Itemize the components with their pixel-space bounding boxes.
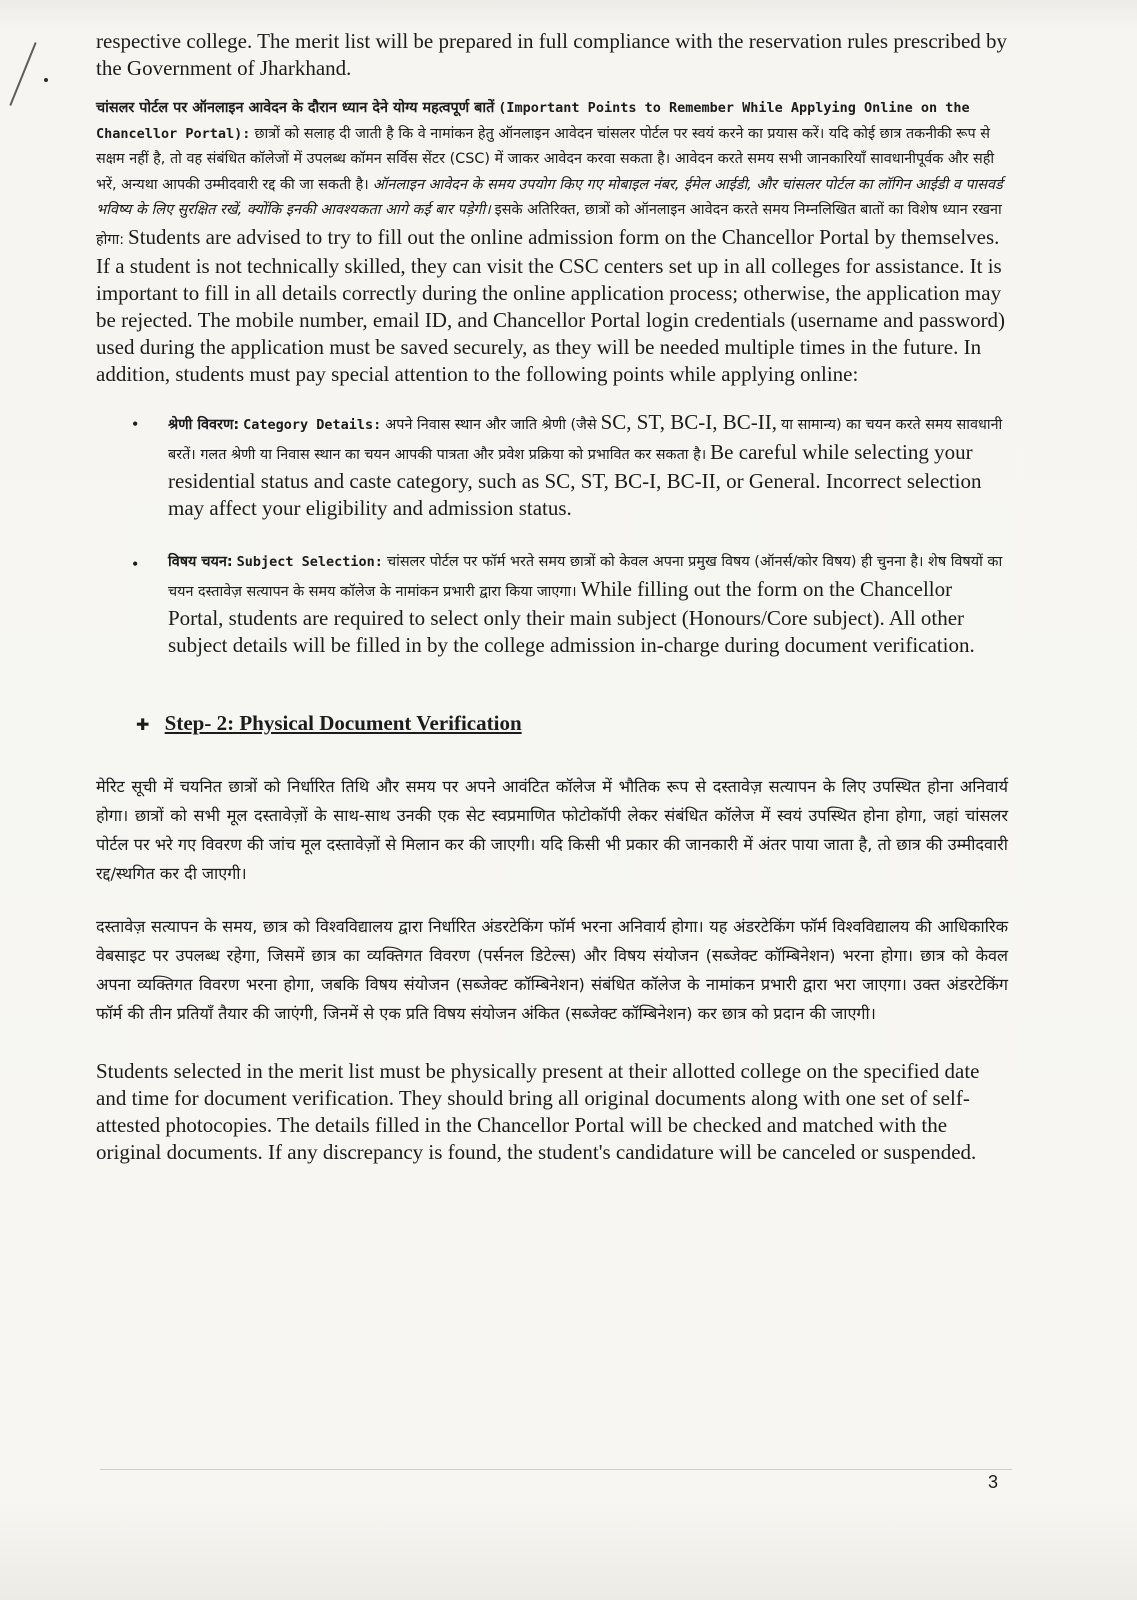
bullet-label-english: Category Details: bbox=[243, 417, 382, 433]
paragraph-verification-hindi-2: दस्तावेज़ सत्यापन के समय, छात्र को विश्वविद्यालय द्वारा निर्धारित अंडरटेकिंग फॉर्म भरना अनिवार्य होगा। यह अंडरटेकिंग फॉर्म विश्वविद्यालय की आधिकारिक वेबसाइट पर उपलब्ध रहेगा, जिसमें छात्र का व्यक्तिगत विवरण (पर्सनल डिटेल्स) और विषय संयोजन (सब्जेक्ट कॉम्बिनेशन) भरना होगा। छात्र को केवल अपना व्यक्तिगत विवरण भरना होगा, जबकि विषय संयोजन (सब्जेक्ट कॉम्बिनेशन) संबंधित कॉलेज के नामांकन प्रभारी द्वारा भरा जाएगा। उक्त अंडरटेकिंग फॉर्म की तीन प्रतियाँ तैयार की जाएंगी, जिनमें से एक प्रति विषय संयोजन अंकित (सब्जेक्ट कॉम्बिनेशन) कर छात्र को प्रदान की जाएगी। bbox=[96, 917, 1008, 1023]
paragraph-verification-english: Students selected in the merit list must be physically present at their allotted college on the specified date and time for document verification. They should bring all original documents along with one set of self-attested photocopies. The details filled in the Chancellor Portal will be checked and matched with the original documents. If any discrepancy is found, the student's candidature will be canceled or suspended. bbox=[96, 1059, 980, 1164]
bullet-label-english: Subject Selection: bbox=[236, 554, 383, 570]
bullet-text-english: While filling out the form on the Chancellor Portal, students are required to select only their main subject (Honours/Core subject). All other subject details will be filled in by the college admission in-charge during document verification. bbox=[168, 576, 975, 657]
section-heading-step-2 bbox=[136, 711, 1008, 736]
section-title: Step- 2: Physical Document Verification bbox=[164, 711, 522, 735]
footer-divider bbox=[100, 1469, 1012, 1470]
important-body-hindi-italic: ऑनलाइन आवेदन के समय उपयोग किए गए मोबाइल नंबर, ईमेल आईडी, और चांसलर पोर्टल का लॉगिन आईडी व पासवर्ड भविष्य के लिए सुरक्षित रखें, क्योंकि इनकी आवश्यकता आगे कई बार पड़ेगी। bbox=[96, 176, 1003, 218]
paragraph-important-points bbox=[96, 96, 1008, 388]
page-number: 3 bbox=[988, 1472, 999, 1492]
paragraph-verification-hindi-1: मेरिट सूची में चयनित छात्रों को निर्धारित तिथि और समय पर अपने आवंटित कॉलेज में भौतिक रूप से दस्तावेज़ सत्यापन के लिए उपस्थित होना अनिवार्य होगा। छात्रों को सभी मूल दस्तावेज़ों के साथ-साथ उनकी एक सेट स्वप्रमाणित फोटोकॉपी लेकर संबंधित कॉलेज में स्वयं उपस्थित होना होगा, जहां चांसलर पोर्टल पर भरे गए विवरण की जांच मूल दस्तावेज़ों से मिलान कर की जाएगी। यदि किसी भी प्रकार की जानकारी में अंतर पाया जाता है, तो छात्र की उम्मीदवारी रद्द/स्थगित कर दी जाएगी। bbox=[96, 777, 1008, 883]
important-body-english: Students are advised to try to fill out the online admission form on the Chancellor Portal by themselves. If a student is not technically skilled, they can visit the CSC centers set up in all colleges for assistance. It is important to fill in all details correctly during the online application process; otherwise, the application may be rejected. The mobile number, email ID, and Chancellor Portal login credentials (username and password) used during the application must be saved securely, as they will be needed multiple times in the future. In addition, students must pay special attention to the following points while applying online: bbox=[96, 224, 1006, 386]
bullet-label-hindi: विषय चयन: bbox=[168, 554, 233, 570]
important-body-hindi: छात्रों को सलाह दी जाती है कि वे नामांकन हेतु ऑनलाइन आवेदन चांसलर पोर्टल पर स्वयं करने का प्रयास करें। यदि कोई छात्र तकनीकी रूप से सक्षम नहीं है, तो वह संबंधित कॉलेजों में उपलब्ध कॉमन सर्विस सेंटर (CSC) में जाकर आवेदन करवा सकता है। आवेदन करते समय सभी जानकारियाँ सावधानीपूर्वक और सही भरें, अन्यथा आपकी उम्मीदवारी रद्द की जा सकती है। bbox=[96, 125, 995, 193]
paragraph-merit-list: respective college. The merit list will be prepared in full compliance with the reservation rules prescribed by the Government of Jharkhand. bbox=[96, 29, 1008, 80]
bullet-text-hindi-continued: या सामान्य) का चयन करते समय सावधानी बरतें। गलत श्रेणी या निवास स्थान का चयन आपकी पात्रता और प्रवेश प्रक्रिया को प्रभावित कर सकता है। bbox=[168, 417, 1003, 463]
bullet-text-english: Be careful while selecting your residential status and caste category, such as SC, ST, BC-I, BC-II, or General. Incorrect selection may affect your eligibility and admission status. bbox=[168, 439, 982, 520]
bullet-dot-icon: • bbox=[132, 414, 139, 434]
bullet-text-inline-english: SC, ST, BC-I, BC-II, bbox=[600, 410, 777, 434]
bullet-text-hindi: अपने निवास स्थान और जाति श्रेणी (जैसे bbox=[385, 417, 597, 433]
document-body bbox=[96, 28, 1008, 1166]
important-heading-hindi: चांसलर पोर्टल पर ऑनलाइन आवेदन के दौरान ध्यान देने योग्य महत्वपूर्ण बातें bbox=[96, 100, 495, 116]
margin-pen-dot bbox=[44, 78, 48, 82]
bullet-list bbox=[96, 410, 1008, 659]
bullet-label-hindi: श्रेणी विवरण: bbox=[168, 417, 240, 433]
down-arrow-icon: ✚ bbox=[136, 715, 150, 734]
list-item bbox=[96, 550, 1008, 659]
important-body-hindi-tail: इसके अतिरिक्त, छात्रों को ऑनलाइन आवेदन करते समय निम्नलिखित बातों का विशेष ध्यान रखना होगा: bbox=[96, 202, 1002, 248]
list-item bbox=[96, 410, 1008, 522]
important-heading-english: (Important Points to Remember While Applying Online on the Chancellor Portal): bbox=[96, 100, 970, 142]
bullet-dot-icon: • bbox=[132, 554, 139, 574]
bullet-text-hindi: चांसलर पोर्टल पर फॉर्म भरते समय छात्रों को केवल अपना प्रमुख विषय (ऑनर्स/कोर विषय) ही चुनना है। शेष विषयों का चयन दस्तावेज़ सत्यापन के समय कॉलेज के नामांकन प्रभारी द्वारा किया जाएगा। bbox=[168, 554, 1003, 600]
